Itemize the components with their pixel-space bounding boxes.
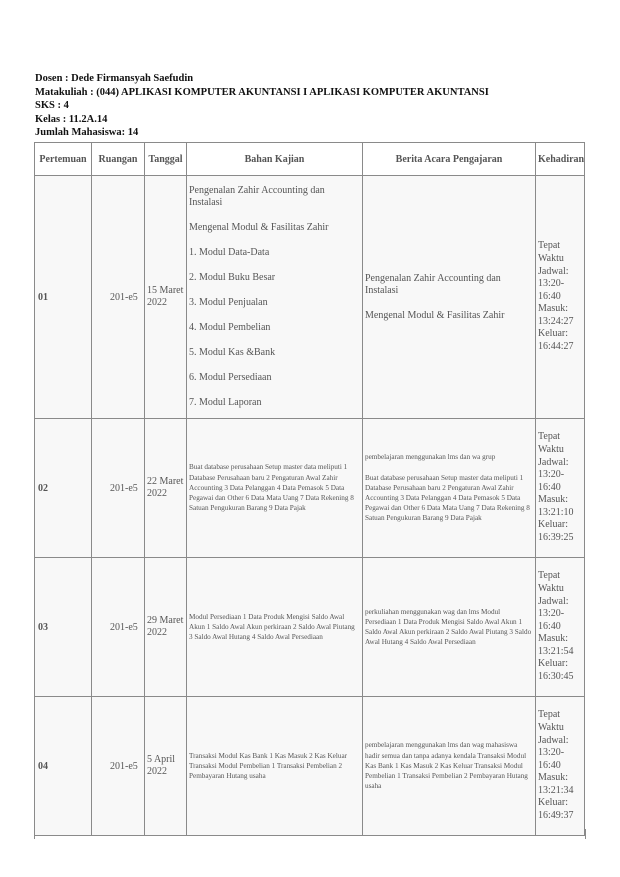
topic-item: Pengenalan Zahir Accounting dan Instalasi (189, 185, 325, 208)
berita-acara-cell (363, 419, 536, 558)
topic-item: 1. Modul Data-Data (189, 247, 270, 258)
room-cell: 201-e5 (92, 419, 145, 558)
col-header-tanggal: Tanggal (145, 143, 187, 176)
date-cell: 22 Maret 2022 (145, 419, 187, 558)
report-paragraph: pembelajaran menggunakan lms dan wa grup (365, 453, 496, 462)
course-name: Matakuliah : (044) APLIKASI KOMPUTER AKUNTANSI I APLIKASI KOMPUTER AKUNTANSI (35, 86, 489, 98)
check-out-label: Keluar: (538, 658, 568, 670)
col-header-kehadiran: Kehadiran (536, 143, 585, 176)
attendance-cell (536, 176, 585, 419)
check-in-time: 13:21:54 (538, 645, 574, 657)
attendance-status: Tepat Waktu (538, 709, 564, 733)
table-row (35, 176, 585, 419)
room-cell: 201-e5 (92, 697, 145, 836)
topic-item: 3. Modul Penjualan (189, 297, 268, 308)
class-code: Kelas : 11.2A.14 (35, 113, 108, 125)
check-out-time: 16:49:37 (538, 810, 574, 822)
attendance-cell (536, 419, 585, 558)
meeting-number: 04 (35, 697, 92, 836)
check-out-label: Keluar: (538, 519, 568, 531)
table-row (35, 419, 585, 558)
check-in-time: 13:21:34 (538, 784, 574, 796)
berita-acara-cell (363, 176, 536, 419)
check-out-label: Keluar: (538, 797, 568, 809)
check-in-label: Masuk: (538, 772, 568, 784)
berita-acara-cell: perkuliahan menggunakan wag dan lms Modul Persediaan 1 Data Produk Mengisi Saldo Awal Akun 1 Saldo Awal Akun perkiraan 2 Saldo Awal Piutang 3 Saldo Awal Hutang 4 Saldo Awal Persediaan (363, 558, 536, 697)
check-out-time: 16:44:27 (538, 341, 574, 353)
schedule-time: 13:20-16:40 (538, 278, 565, 302)
room-cell: 201-e5 (92, 176, 145, 419)
student-count: Jumlah Mahasiswa: 14 (35, 127, 139, 138)
bahan-kajian-cell: Transaksi Modul Kas Bank 1 Kas Masuk 2 Kas Keluar Transaksi Modul Pembelian 1 Transaksi Pembelian 2 Pembayaran Hutang usaha (187, 697, 363, 836)
check-in-time: 13:21:10 (538, 506, 574, 518)
schedule-time: 13:20-16:40 (538, 469, 565, 493)
check-in-label: Masuk: (538, 633, 568, 645)
schedule-label: Jadwal: (538, 595, 569, 607)
bahan-kajian-cell: Buat database perusahaan Setup master data meliputi 1 Database Perusahaan baru 2 Pengaturan Awal Zahir Accounting 3 Data Pelanggan 4 Data Pemasok 5 Data Pegawai dan Other 6 Data Mata Uang 7 Data Rekening 8 Satuan Pengukuran Barang 9 Data Pajak (187, 419, 363, 558)
topic-item: 4. Modul Pembelian (189, 322, 271, 333)
topic-item: 6. Modul Persediaan (189, 372, 272, 383)
col-header-ruangan: Ruangan (92, 143, 145, 176)
bahan-kajian-cell (187, 176, 363, 419)
check-out-time: 16:39:25 (538, 532, 574, 544)
topic-item: 5. Modul Kas &Bank (189, 347, 276, 358)
check-in-label: Masuk: (538, 303, 568, 315)
berita-acara-cell: pembelajaran menggunakan lms dan wag mahasiswa hadir semua dan tanpa adanya kendala Transaksi Modul Kas Bank 1 Kas Masuk 2 Kas Keluar Transaksi Modul Pembelian 1 Transaksi Pembelian 2 Pembayaran Hutang usaha (363, 697, 536, 836)
col-header-bahan-kajian: Bahan Kajian (187, 143, 363, 176)
attendance-status: Tepat Waktu (538, 570, 564, 594)
bahan-kajian-cell: Modul Persediaan 1 Data Produk Mengisi Saldo Awal Akun 1 Saldo Awal Akun perkiraan 2 Saldo Awal Piutang 3 Saldo Awal Hutang 4 Saldo Awal Persediaan (187, 558, 363, 697)
topic-item: Mengenal Modul & Fasilitas Zahir (189, 222, 329, 233)
date-cell: 29 Maret 2022 (145, 558, 187, 697)
attendance-cell (536, 558, 585, 697)
schedule-label: Jadwal: (538, 456, 569, 468)
check-in-time: 13:24:27 (538, 315, 574, 327)
attendance-table (34, 142, 585, 836)
date-cell: 5 April 2022 (145, 697, 187, 836)
date-cell: 15 Maret 2022 (145, 176, 187, 419)
check-in-label: Masuk: (538, 494, 568, 506)
check-out-time: 16:30:45 (538, 671, 574, 683)
schedule-time: 13:20-16:40 (538, 747, 565, 771)
topic-item: 7. Modul Laporan (189, 397, 262, 408)
schedule-label: Jadwal: (538, 734, 569, 746)
table-row (35, 558, 585, 697)
report-paragraph: Pengenalan Zahir Accounting dan Instalasi (365, 272, 501, 296)
report-paragraph: Buat database perusahaan Setup master data meliputi 1 Database Perusahaan baru 2 Pengaturan Awal Zahir Accounting 3 Data Pelanggan 4 Data Pemasok 5 Data Pegawai dan Other 6 Data Mata Uang 7 Data Rekening 8 Satuan Pengukuran Barang 9 Data Pajak (365, 473, 530, 523)
col-header-berita-acara: Berita Acara Pengajaran (363, 143, 536, 176)
table-continuation (34, 829, 586, 839)
attendance-status: Tepat Waktu (538, 431, 564, 455)
topic-item: 2. Modul Buku Besar (189, 272, 276, 283)
attendance-table-wrapper (34, 142, 584, 836)
col-header-pertemuan: Pertemuan (35, 143, 92, 176)
meeting-number: 01 (35, 176, 92, 419)
report-paragraph: Mengenal Modul & Fasilitas Zahir (365, 309, 505, 321)
credit-units: SKS : 4 (35, 100, 69, 111)
lecturer-name: Dosen : Dede Firmansyah Saefudin (35, 73, 194, 84)
room-cell: 201-e5 (92, 558, 145, 697)
document-header (35, 72, 489, 140)
topic-list (189, 185, 360, 409)
meeting-number: 02 (35, 419, 92, 558)
table-header-row (35, 143, 585, 176)
attendance-status: Tepat Waktu (538, 240, 564, 264)
schedule-label: Jadwal: (538, 265, 569, 277)
check-out-label: Keluar: (538, 328, 568, 340)
schedule-time: 13:20-16:40 (538, 608, 565, 632)
table-row (35, 697, 585, 836)
attendance-cell (536, 697, 585, 836)
meeting-number: 03 (35, 558, 92, 697)
